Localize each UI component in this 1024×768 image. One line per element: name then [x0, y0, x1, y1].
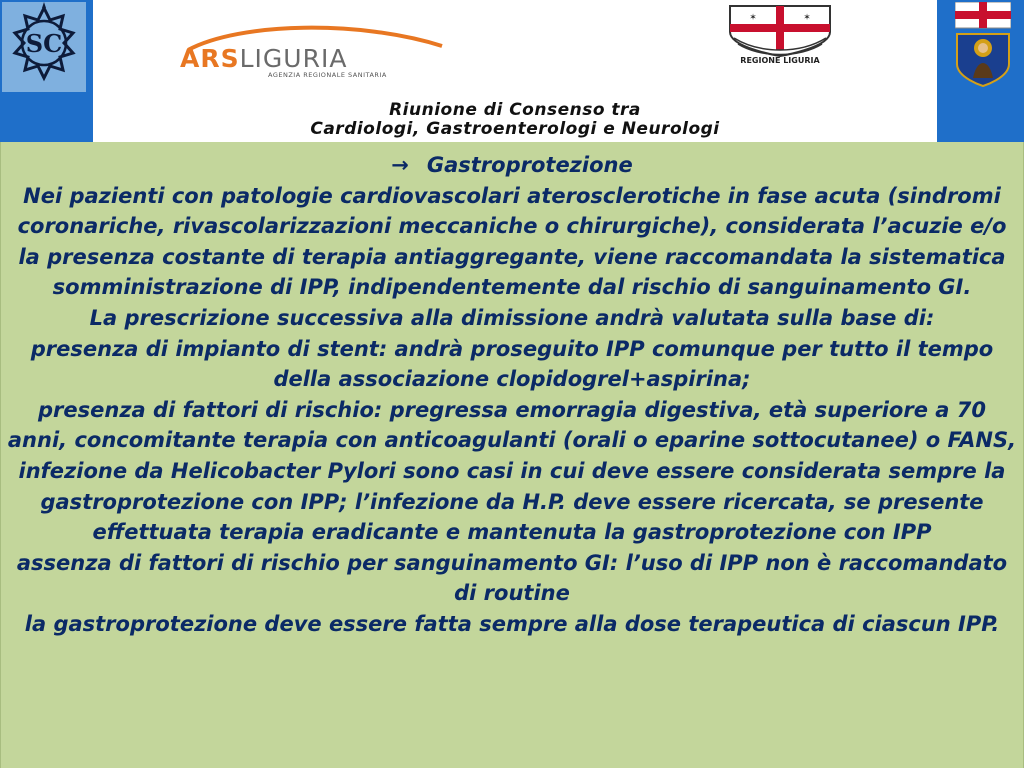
- genova-crest-icon: [955, 2, 1011, 88]
- title-line-2: Cardiologi, Gastroenterologi e Neurologi: [310, 119, 720, 139]
- svg-text:✶: ✶: [749, 13, 757, 23]
- genova-crest: [955, 2, 1011, 88]
- body-text: [7, 150, 1017, 640]
- arrow-right-icon: →: [391, 153, 409, 177]
- paragraph-dose: la gastroprotezione deve essere fatta sempre alla dose terapeutica di ciascun IPP.: [24, 611, 1000, 636]
- slide-header: [0, 0, 1024, 142]
- title-line-1: Riunione di Consenso tra: [389, 100, 641, 120]
- paragraph-risk-factors: presenza di fattori di rischio: pregressa emorragia digestiva, età superiore a 70 anni, concomitante terapia con anticoagulanti (orali o eparine sottocutanee) o FANS, infezione da Helicobacter Pylori sono casi in cui deve essere considerata sempre la gastroprotezione con IPP; l’infezione da H.P. deve essere ricercata, se presente effettuata terapia eradicante e mantenuta la gastroprotezione con IPP: [7, 397, 1017, 545]
- regione-shield-icon: [720, 2, 840, 58]
- ars-liguria-logo: [180, 24, 460, 84]
- paragraph-stent: presenza di impianto di stent: andrà proseguito IPP comunque per tutto il tempo della associazione clopidogrel+aspirina;: [30, 336, 994, 392]
- paragraph-acute-phase: Nei pazienti con patologie cardiovascolari aterosclerotiche in fase acuta (sindromi coronariche, rivascolarizzazioni meccaniche o chirurgiche), considerata l’acuzie e/o la presenza costante di terapia antiaggregante, viene raccomandata la sistematica somministrazione di IPP, indipendentemente dal rischio di sanguinamento GI.: [17, 183, 1007, 300]
- paragraph-discharge: La prescrizione successiva alla dimissione andrà valutata sulla base di:: [89, 305, 935, 330]
- slide-title: [93, 101, 937, 139]
- paragraph-no-risk: assenza di fattori di rischio per sanguinamento GI: l’uso di IPP non è raccomandato di routine: [16, 550, 1008, 606]
- ars-brand: ARS: [180, 44, 240, 73]
- liguria-brand: LIGURIA: [239, 44, 348, 73]
- regione-liguria-logo: [720, 2, 840, 70]
- header-band-left: [0, 0, 93, 142]
- ars-subtitle: AGENZIA REGIONALE SANITARIA: [268, 71, 387, 79]
- sc-emblem-logo: [2, 2, 86, 92]
- svg-text:SC: SC: [25, 29, 63, 58]
- regione-label: REGIONE LIGURIA: [740, 56, 820, 65]
- header-band-right: [937, 0, 1024, 142]
- svg-text:✶: ✶: [803, 13, 811, 23]
- section-heading: [7, 150, 1017, 181]
- slide-body: [0, 142, 1024, 768]
- sc-emblem-icon: [2, 2, 86, 92]
- heading-text: Gastroprotezione: [426, 153, 633, 177]
